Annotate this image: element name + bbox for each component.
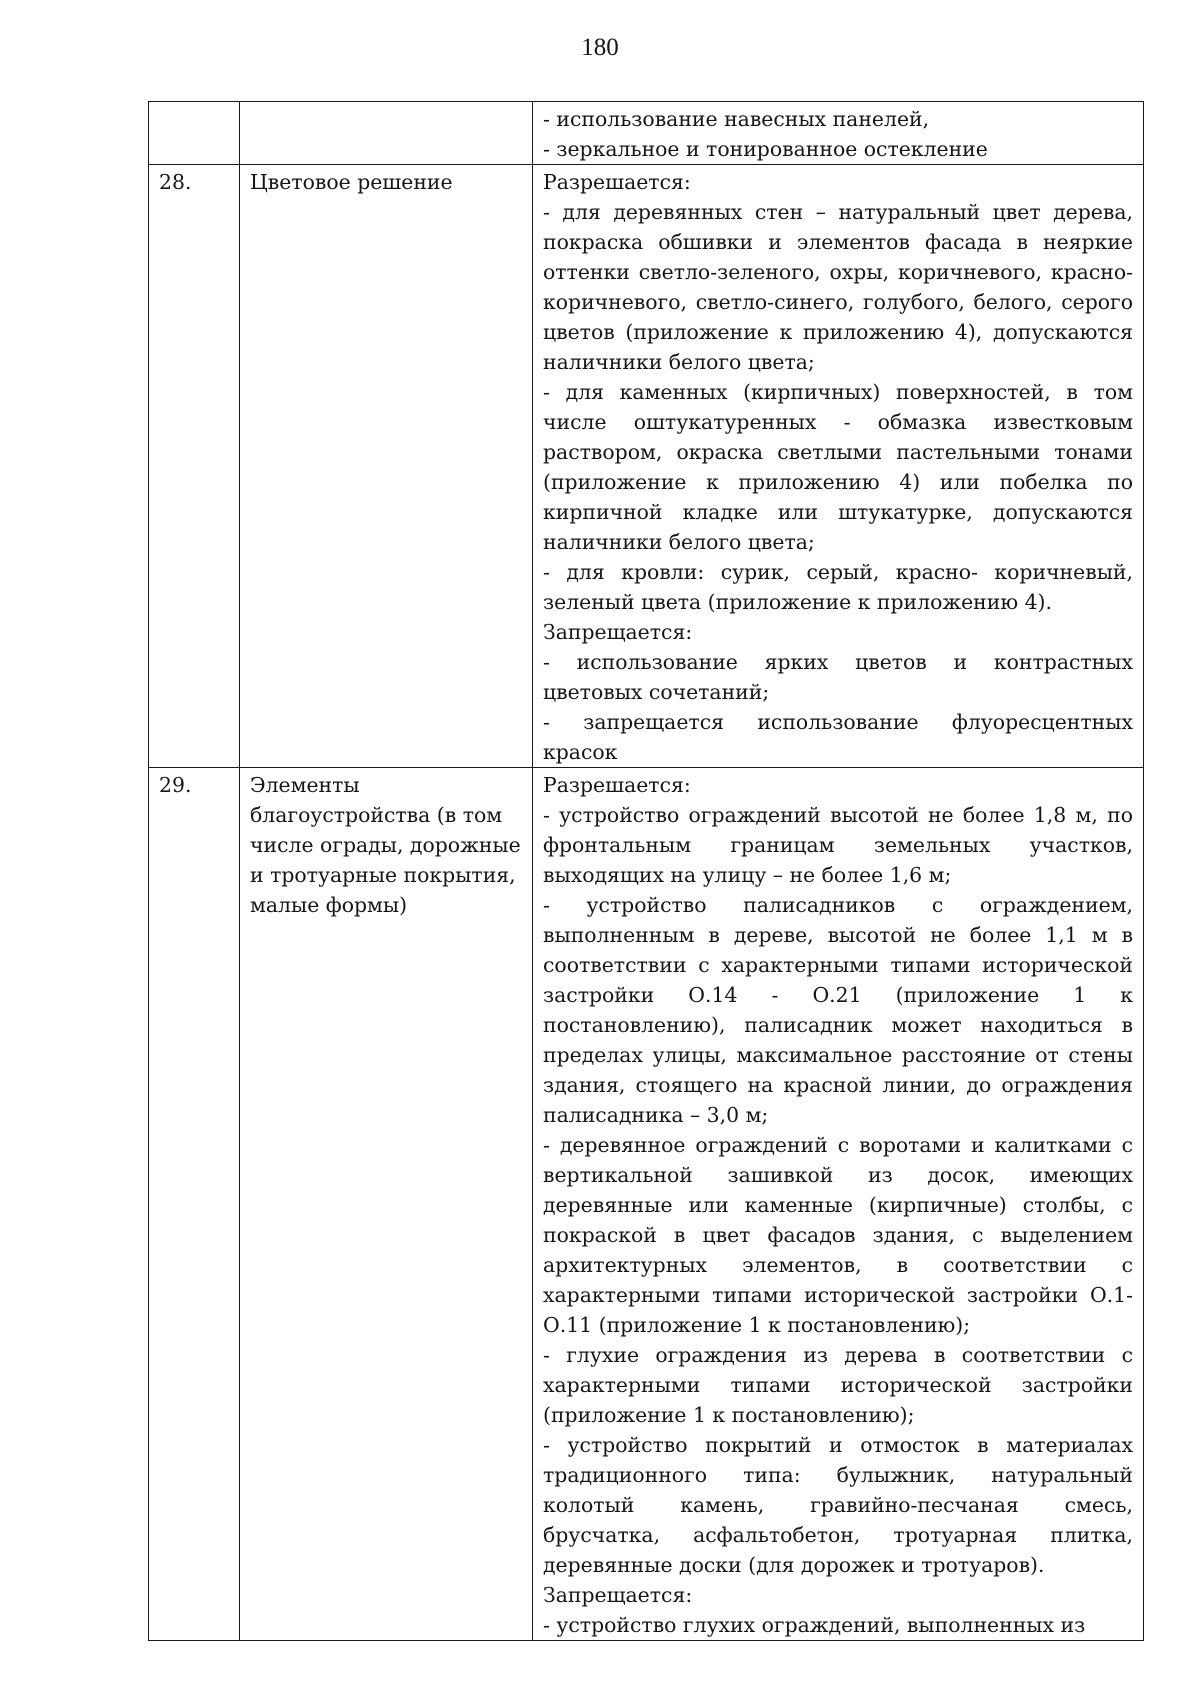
requirement-line: Разрешается: — [543, 773, 691, 797]
requirement-line: - деревянное ограждений с воротами и калитками с вертикальной зашивкой из досок, имеющих деревянные или каменные (кирпичные) столбы, с покраской в цвет фасадов здания, с выделением архитектурных элементов, в соответствии с характерными типами исторической застройки О.1-О.11 (приложение 1 к постановлению); — [543, 1133, 1133, 1337]
row-number: 29. — [149, 768, 240, 1641]
requirement-line: - для деревянных стен – натуральный цвет дерева, покраска обшивки и элементов фасада в неяркие оттенки светло-зеленого, охры, коричневого, красно-коричневого, светло-синего, голубого, белого, серого цветов (приложение к приложению 4), допускаются наличники белого цвета; — [543, 200, 1133, 374]
regulations-table — [148, 101, 1144, 1641]
requirement-line: - использование ярких цветов и контрастных цветовых сочетаний; — [543, 650, 1133, 704]
requirement-line: - запрещается использование флуоресцентных красок — [543, 710, 1133, 764]
row-requirements — [533, 102, 1144, 165]
row-requirements — [533, 768, 1144, 1641]
requirement-line: - для кровли: сурик, серый, красно- коричневый, зеленый цвета (приложение к приложению 4). — [543, 560, 1133, 614]
requirement-line: Запрещается: — [543, 620, 693, 644]
requirement-line: Разрешается: — [543, 170, 691, 194]
page-number: 180 — [581, 34, 619, 61]
requirement-line: - глухие ограждения из дерева в соответствии с характерными типами исторической застройки (приложение 1 к постановлению); — [543, 1343, 1133, 1427]
requirement-line: - устройство палисадников с ограждением, выполненным в дереве, высотой не более 1,1 м в соответствии с характерными типами исторической застройки О.14 - О.21 (приложение 1 к постановлению), палисадник может находиться в пределах улицы, максимальное расстояние от стены здания, стоящего на красной линии, до ограждения палисадника – 3,0 м; — [543, 893, 1133, 1127]
table-row — [149, 768, 1144, 1641]
row-number — [149, 102, 240, 165]
row-element-name: Цветовое решение — [240, 165, 533, 768]
table-row — [149, 102, 1144, 165]
requirement-line: - для каменных (кирпичных) поверхностей, в том числе оштукатуренных - обмазка известковым раствором, окраска светлыми пастельными тонами (приложение к приложению 4) или побелка по кирпичной кладке или штукатурке, допускаются наличники белого цвета; — [543, 380, 1133, 554]
row-element-name — [240, 102, 533, 165]
table-row — [149, 165, 1144, 768]
requirement-line: - устройство глухих ограждений, выполненных из — [543, 1613, 1086, 1637]
row-element-name: Элементы благоустройства (в том числе ограды, дорожные и тротуарные покрытия, малые формы) — [240, 768, 533, 1641]
requirement-line: - устройство покрытий и отмосток в материалах традиционного типа: булыжник, натуральный колотый камень, гравийно-песчаная смесь, брусчатка, асфальтобетон, тротуарная плитка, деревянные доски (для дорожек и тротуаров). — [543, 1433, 1133, 1577]
requirement-line: - устройство ограждений высотой не более 1,8 м, по фронтальным границам земельных участков, выходящих на улицу – не более 1,6 м; — [543, 803, 1133, 887]
requirement-line: - использование навесных панелей, — [543, 107, 930, 131]
requirement-line: Запрещается: — [543, 1583, 693, 1607]
row-requirements — [533, 165, 1144, 768]
requirement-line: - зеркальное и тонированное остекление — [543, 137, 988, 161]
row-number: 28. — [149, 165, 240, 768]
